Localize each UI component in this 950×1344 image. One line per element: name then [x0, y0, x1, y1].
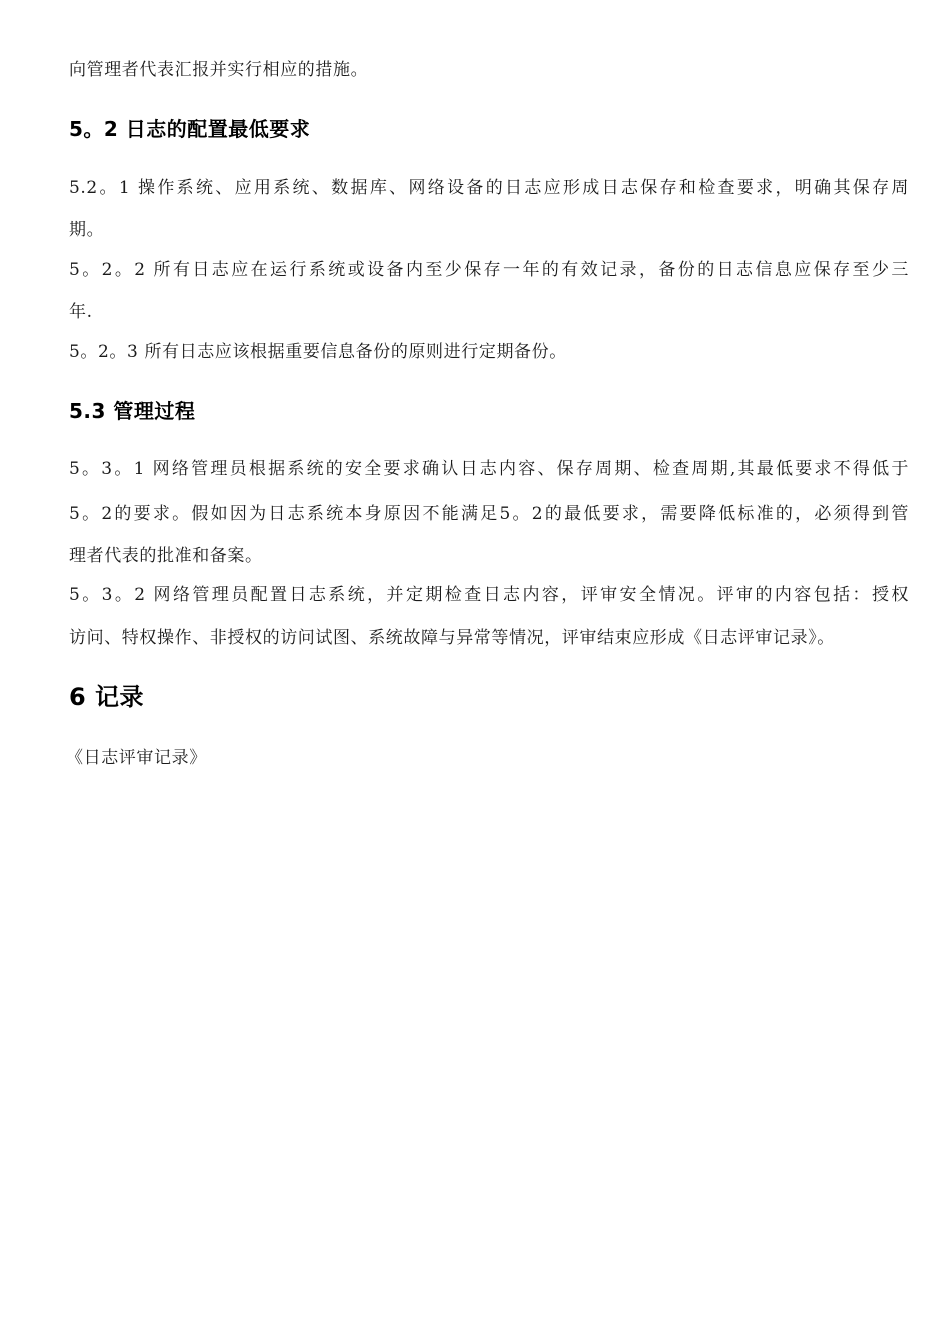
item-5-2-3-line-1: 5。2。3 所有日志应该根据重要信息备份的原则进行定期备份。 [69, 342, 567, 362]
item-5-3-1-line-3: 理者代表的批准和备案。 [69, 546, 263, 566]
item-5-2-1-line-2: 期。 [69, 220, 105, 240]
item-5-3-2-line-2: 访问、特权操作、非授权的访问试图、系统故障与异常等情况，评审结束应形成《日志评审记录》。 [69, 628, 835, 648]
item-5-2-2-line-1: 5。2。2 所有日志应在运行系统或设备内至少保存一年的有效记录，备份的日志信息应保存至少三 [69, 260, 909, 280]
item-5-2-2-line-2: 年. [69, 302, 93, 322]
record-reference: 《日志评审记录》 [66, 748, 207, 768]
item-5-2-1-line-1: 5.2。1 操作系统、应用系统、数据库、网络设备的日志应形成日志保存和检查要求，明确其保存周 [69, 178, 909, 198]
section-5-2-heading: 5。2 日志的配置最低要求 [69, 117, 311, 141]
item-5-3-1-line-2: 5。2的要求。假如因为日志系统本身原因不能满足5。2的最低要求，需要降低标准的，必须得到管 [69, 504, 909, 524]
item-5-3-1-line-1: 5。3。1 网络管理员根据系统的安全要求确认日志内容、保存周期、检查周期,其最低要求不得低于 [69, 459, 909, 479]
item-5-3-2-line-1: 5。3。2 网络管理员配置日志系统，并定期检查日志内容，评审安全情况。评审的内容包括：授权 [69, 585, 909, 605]
continuation-paragraph: 向管理者代表汇报并实行相应的措施。 [69, 60, 369, 80]
section-5-3-heading: 5.3 管理过程 [69, 399, 196, 423]
section-6-heading: 6 记录 [69, 683, 145, 711]
